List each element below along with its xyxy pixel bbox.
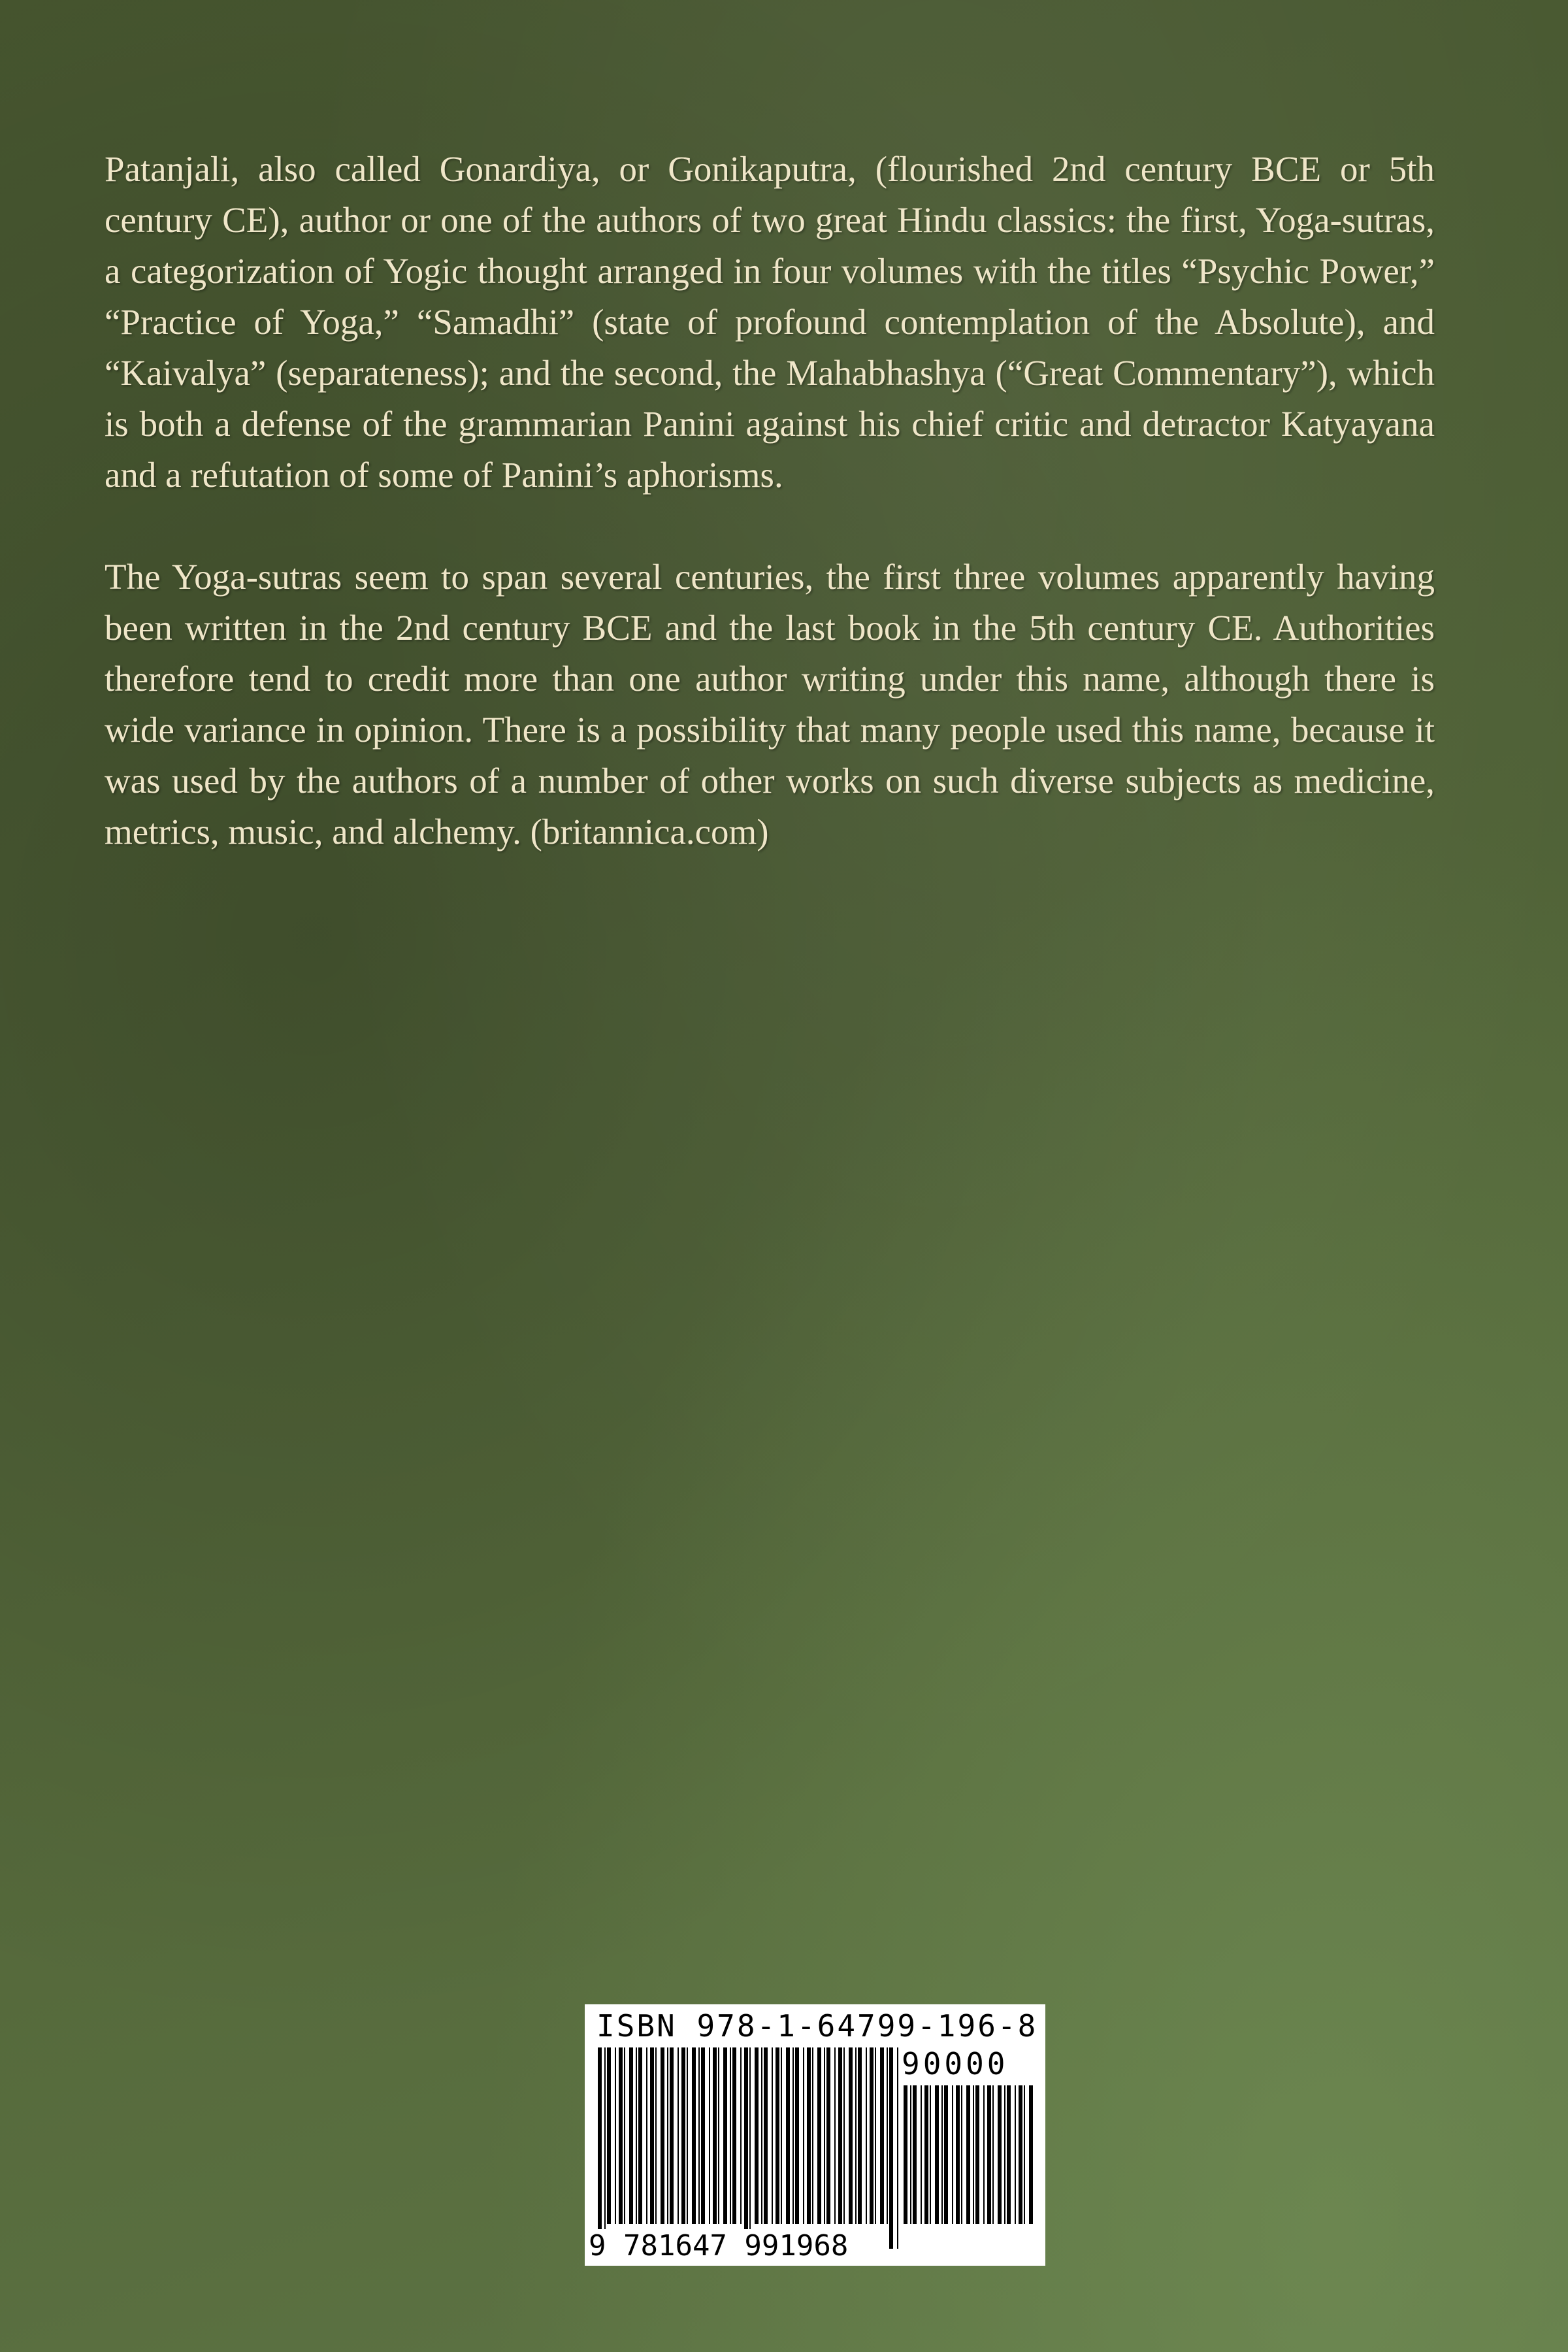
barcode-bar: [875, 2047, 876, 2224]
barcode-bar: [858, 2047, 862, 2224]
barcode-bar: [598, 2047, 602, 2249]
barcode-bar: [1029, 2085, 1033, 2224]
barcode-bar: [764, 2047, 768, 2224]
barcode-bar: [887, 2047, 888, 2224]
barcode-bar: [772, 2047, 773, 2224]
barcode-bar: [723, 2047, 727, 2224]
barcode-bar: [713, 2047, 717, 2224]
barcode-bar: [732, 2047, 736, 2224]
addon-barcode-bars: [904, 2085, 1034, 2249]
barcode-bar: [781, 2047, 782, 2224]
barcode-bar: [817, 2047, 821, 2224]
barcode-bar: [855, 2047, 857, 2224]
barcode-bar: [870, 2047, 874, 2224]
barcode-bar: [795, 2047, 799, 2224]
barcode-bar: [749, 2047, 751, 2249]
barcode-bar: [1019, 2085, 1022, 2224]
barcode-bar: [636, 2047, 637, 2224]
barcode-bar: [1007, 2085, 1011, 2224]
barcode-bar: [730, 2047, 731, 2224]
barcode-bar: [755, 2047, 759, 2224]
barcode-bar: [661, 2047, 664, 2224]
barcode-bar: [1024, 2085, 1025, 2224]
barcode-bar: [824, 2047, 825, 2224]
barcode-bar: [843, 2047, 845, 2224]
barcode-bar: [667, 2047, 668, 2224]
ean-digits-text: 9 781647 991968: [589, 2229, 849, 2262]
barcode-bar: [849, 2047, 853, 2224]
barcode-bar: [880, 2047, 884, 2224]
barcode-bar: [807, 2047, 811, 2224]
barcode-bar: [924, 2085, 928, 2224]
barcode-bar: [615, 2047, 616, 2224]
barcode-bar: [607, 2047, 611, 2224]
barcode-bar: [619, 2047, 623, 2224]
barcode-bar: [604, 2047, 606, 2249]
barcode-bar: [786, 2047, 790, 2224]
barcode-bar: [998, 2085, 1002, 2224]
barcode-bar: [935, 2085, 939, 2224]
barcode-bar: [687, 2047, 688, 2224]
barcode-bar: [956, 2085, 960, 2224]
barcode-bar: [966, 2085, 970, 2224]
barcode-bar: [1015, 2085, 1016, 2224]
back-cover-blurb: [105, 144, 1435, 908]
barcode-bar: [941, 2085, 943, 2224]
barcode-bar: [624, 2047, 625, 2224]
barcode-bar: [866, 2047, 867, 2224]
barcode-bar: [987, 2085, 991, 2224]
barcode-bar: [952, 2085, 953, 2224]
barcode-bar: [650, 2047, 654, 2224]
barcode-bar: [646, 2047, 647, 2224]
barcode-bar: [698, 2047, 700, 2224]
barcode-bar: [913, 2085, 917, 2224]
barcode-bar: [629, 2047, 633, 2224]
barcode-bar: [983, 2085, 985, 2224]
barcode-bar: [803, 2047, 804, 2224]
barcode-bar: [944, 2085, 948, 2224]
barcode-bar: [975, 2085, 979, 2224]
barcode-bar: [838, 2047, 842, 2224]
barcode-bar: [740, 2047, 742, 2224]
barcode-bar: [961, 2085, 962, 2224]
barcode-bar: [681, 2047, 685, 2224]
barcode-bar: [1004, 2085, 1005, 2224]
barcode-bar: [889, 2047, 893, 2249]
ean-barcode-bars: [598, 2047, 898, 2249]
blurb-paragraph-1: Patanjali, also called Gonardiya, or Gonikaputra, (flourished 2nd century BCE or 5th century CE), author or one of the authors of two great Hindu classics: the first, Yoga-sutras, a categorization of Yogic thought arranged in four volumes with the titles “Psychic Power,” “Practice of Yoga,” “Samadhi” (state of profound contemplation of the Absolute), and “Kaivalya” (separateness); and the second, the Mahabhashya (“Great Commentary”), which is both a defense of the grammarian Panini against his chief critic and detractor Katyayana and a refutation of some of Panini’s aphorisms.: [105, 149, 1435, 495]
blurb-paragraph-2: The Yoga-sutras seem to span several centuries, the first three volumes apparently having been written in the 2nd century BCE and the last book in the 5th century CE. Authorities therefore tend to credit more than one author writing under this name, although there is wide variance in opinion. There is a possibility that many people used this name, because it was used by the authors of a number of other works on such diverse subjects as medicine, metrics, music, and alchemy. (britannica.com): [105, 557, 1435, 852]
barcode-bar: [776, 2047, 779, 2224]
barcode-bar: [792, 2047, 794, 2224]
barcode-bar: [921, 2085, 922, 2224]
ean-digits: [589, 2229, 848, 2262]
barcode-bar: [973, 2085, 974, 2224]
barcode-bar: [655, 2047, 657, 2224]
barcode-bar: [897, 2047, 898, 2249]
barcode-bar: [692, 2047, 696, 2224]
isbn-label: ISBN 978-1-64799-196-8: [596, 2008, 1038, 2044]
barcode-bar: [992, 2085, 994, 2224]
barcode-bar: [930, 2085, 931, 2224]
barcode-bar: [744, 2047, 748, 2249]
barcode-bar: [826, 2047, 830, 2224]
barcode-bar: [718, 2047, 719, 2224]
barcode-bar: [910, 2085, 911, 2224]
barcode-bar: [709, 2047, 710, 2224]
barcode-bar: [904, 2085, 907, 2224]
barcode-bar: [638, 2047, 642, 2224]
price-code: 90000: [902, 2046, 1009, 2081]
barcode-bar: [812, 2047, 813, 2224]
barcode-bar: [670, 2047, 674, 2224]
barcode-bar: [761, 2047, 762, 2224]
isbn-barcode: [585, 2004, 1045, 2266]
barcode-bar: [678, 2047, 679, 2224]
barcode-bar: [701, 2047, 705, 2224]
barcode-bar: [834, 2047, 836, 2224]
